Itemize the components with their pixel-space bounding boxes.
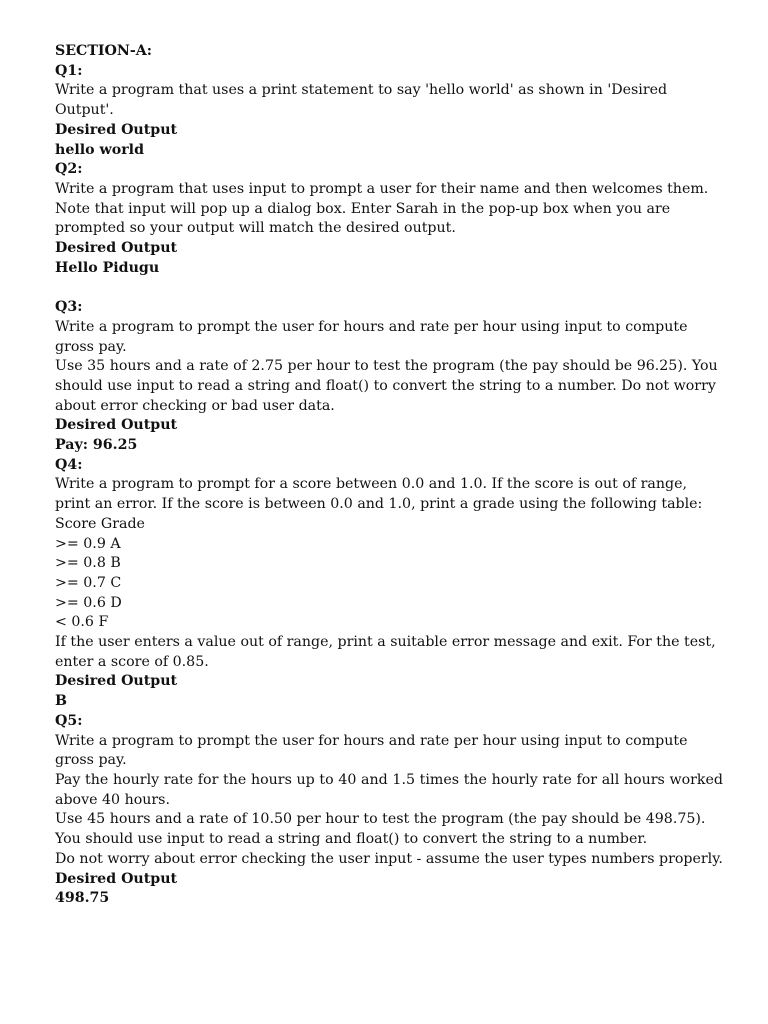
q4-note: If the user enters a value out of range, print a suitable error message and exit. For the test, enter a score of 0.85. xyxy=(55,634,716,670)
q2-desired-output-label: Desired Output xyxy=(55,240,178,257)
q3-text-1: Write a program to prompt the user for hours and rate per hour using input to compute gross pay. xyxy=(55,318,688,355)
q5-text-3: Use 45 hours and a rate of 10.50 per hour to test the program (the pay should be 498.75). xyxy=(55,811,706,828)
q4-table-header: Score Grade xyxy=(55,515,145,532)
q4-text: Write a program to prompt for a score between 0.0 and 1.0. If the score is out of range, print an error. If the score is between 0.0 and 1.0, print a grade using the following table: xyxy=(55,476,703,513)
q4-grade-row: >= 0.6 D xyxy=(55,594,122,611)
q5-text-2: Pay the hourly rate for the hours up to 40 and 1.5 times the hourly rate for all hours worked above 40 hours. xyxy=(55,772,723,808)
section-title: SECTION-A: xyxy=(55,43,153,59)
q1-desired-output-label: Desired Output xyxy=(55,121,178,138)
q5-desired-output-label: Desired Output xyxy=(55,870,178,887)
q3-output: Pay: 96.25 xyxy=(55,437,138,454)
q5-text-1: Write a program to prompt the user for hours and rate per hour using input to compute gross pay. xyxy=(55,732,688,769)
q2-text: Write a program that uses input to prompt a user for their name and then welcomes them. Note that input will pop up a dialog box. Enter Sarah in the pop-up box when you are prompted so your output will match the desired output. xyxy=(55,180,709,237)
q5-output: 498.75 xyxy=(55,890,110,907)
q4-desired-output-label: Desired Output xyxy=(55,673,178,690)
q4-grade-row: >= 0.9 A xyxy=(55,535,121,552)
q5-heading: Q5: xyxy=(55,712,83,729)
q2-heading: Q2: xyxy=(55,161,83,178)
q5-text-5: Do not worry about error checking the user input - assume the user types numbers properly. xyxy=(55,850,723,867)
q4-output: B xyxy=(55,693,67,710)
q4-grade-row: >= 0.8 B xyxy=(55,555,121,572)
q1-heading: Q1: xyxy=(55,62,83,79)
q3-text-2: Use 35 hours and a rate of 2.75 per hour to test the program (the pay should be 96.25). You should use input to read a string and float() to convert the string to a number. Do not worry about error checking or bad user data. xyxy=(55,358,718,414)
q5-text-4: You should use input to read a string and float() to convert the string to a number. xyxy=(55,831,648,848)
q4-heading: Q4: xyxy=(55,456,83,473)
q1-text: Write a program that uses a print statement to say 'hello world' as shown in 'Desired Output'. xyxy=(55,82,668,119)
document-page xyxy=(55,42,723,909)
q2-output: Hello Pidugu xyxy=(55,259,160,276)
q1-output: hello world xyxy=(55,141,144,158)
spacer xyxy=(55,278,723,298)
q4-grade-row: < 0.6 F xyxy=(55,614,109,631)
q3-desired-output-label: Desired Output xyxy=(55,417,178,434)
q3-heading: Q3: xyxy=(55,299,83,316)
q4-grade-row: >= 0.7 C xyxy=(55,574,122,591)
